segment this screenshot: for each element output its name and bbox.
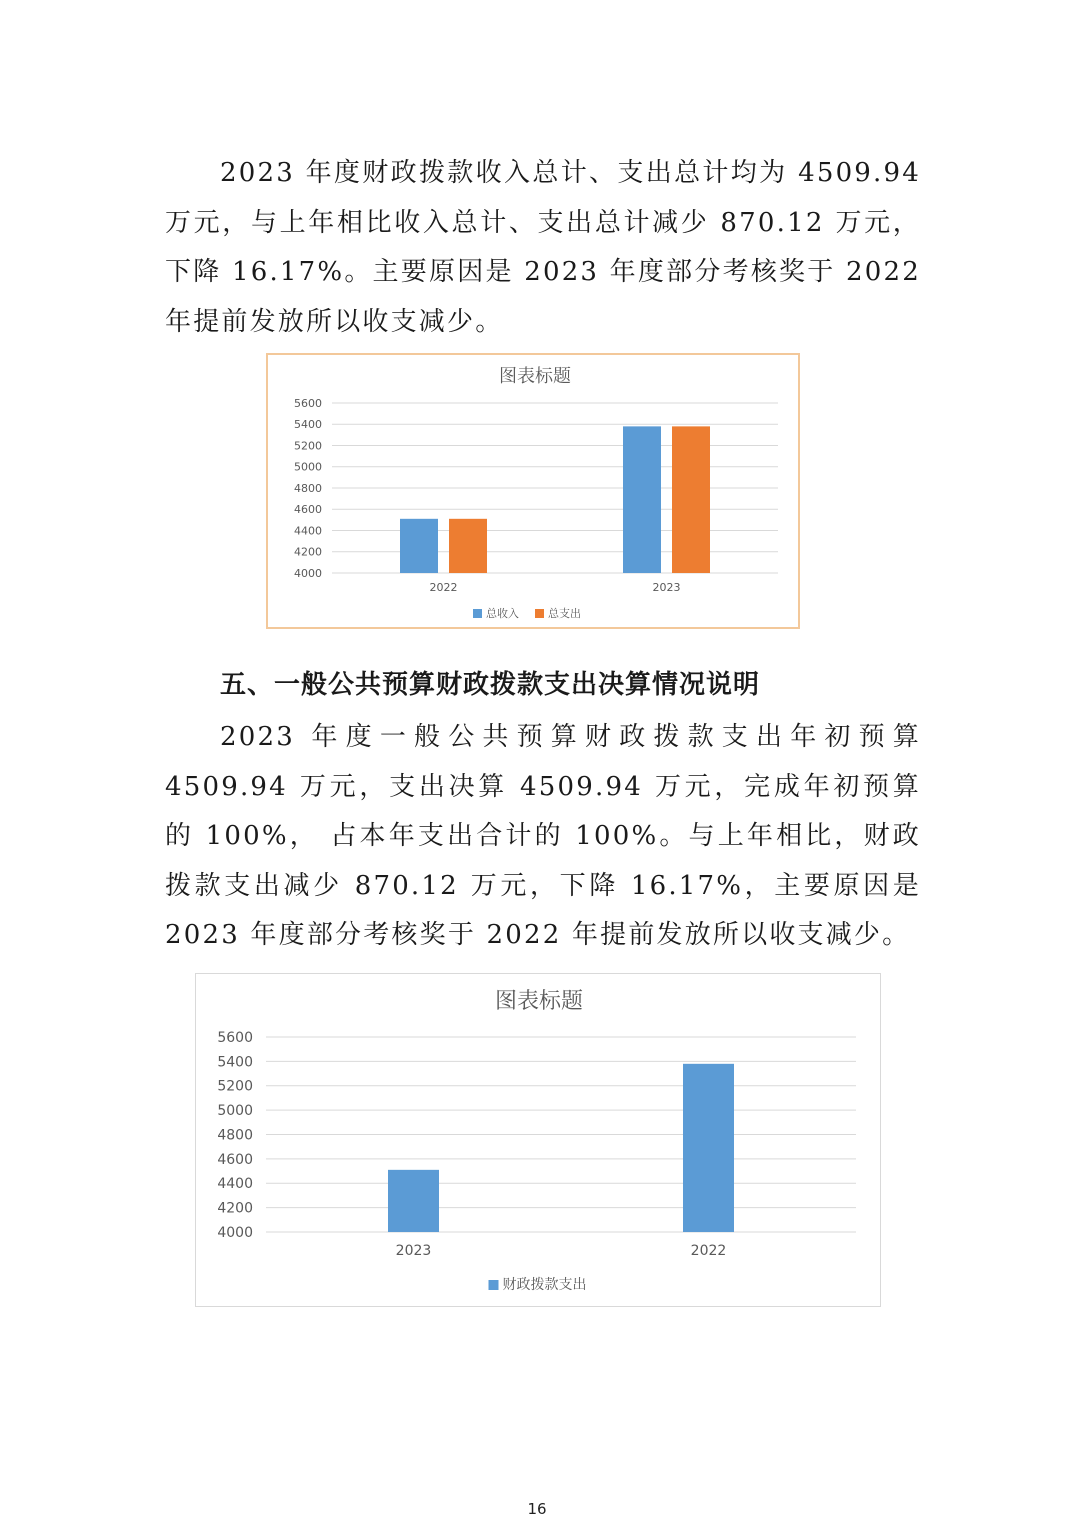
bar-总支出-2023 — [672, 426, 710, 573]
y-tick-label: 4400 — [217, 1176, 253, 1193]
paragraph-revenue-expenditure — [165, 149, 921, 347]
bar-财政拨款支出-2023 — [388, 1170, 439, 1232]
y-tick-label: 5600 — [217, 1029, 253, 1046]
y-tick-label: 5000 — [217, 1103, 253, 1120]
y-tick-label: 4800 — [217, 1127, 253, 1144]
y-tick-label: 5400 — [217, 1054, 253, 1071]
x-category-label: 2022 — [429, 581, 458, 594]
legend-swatch — [535, 609, 544, 618]
y-tick-label: 5200 — [294, 439, 322, 453]
section-heading: 五、一般公共预算财政拨款支出决算情况说明 — [220, 670, 761, 700]
x-category-label: 2022 — [690, 1243, 727, 1259]
y-tick-label: 4000 — [294, 566, 322, 580]
paragraph-text: 2023 年度财政拨款收入总计、支出总计均为 4509.94 万元，与上年相比收入总计、支出总计减少 870.12 万元，下降 16.17%。主要原因是 2023 年度部分考核奖于 2022 年提前发放所以收支减少。 — [165, 158, 921, 337]
legend-swatch — [473, 609, 482, 618]
y-tick-label: 4000 — [217, 1224, 253, 1241]
y-tick-label: 5600 — [294, 396, 322, 410]
chart-title: 图表标题 — [499, 366, 571, 387]
y-tick-label: 4800 — [294, 481, 322, 495]
legend-swatch — [489, 1280, 499, 1290]
x-category-label: 2023 — [652, 581, 681, 594]
bar-总支出-2022 — [449, 519, 487, 573]
y-tick-label: 4400 — [294, 524, 322, 538]
y-tick-label: 5000 — [294, 460, 322, 474]
y-tick-label: 5200 — [217, 1078, 253, 1095]
y-tick-label: 4200 — [217, 1200, 253, 1217]
y-tick-label: 4600 — [294, 503, 322, 517]
paragraph-general-budget — [165, 713, 921, 961]
chart-income-expense — [266, 353, 800, 629]
chart-title: 图表标题 — [494, 989, 584, 1014]
x-category-label: 2023 — [395, 1243, 432, 1259]
chart-canvas — [196, 974, 882, 1308]
legend-label: 总支出 — [548, 607, 581, 620]
legend-label: 总收入 — [486, 607, 519, 620]
chart-fiscal-expenditure — [195, 973, 881, 1307]
y-tick-label: 5400 — [294, 418, 322, 432]
legend-label: 财政拨款支出 — [502, 1277, 587, 1293]
y-tick-label: 4200 — [294, 545, 322, 559]
bar-总收入-2023 — [623, 426, 661, 573]
bar-总收入-2022 — [400, 519, 438, 573]
y-tick-label: 4600 — [217, 1151, 253, 1168]
bar-财政拨款支出-2022 — [683, 1064, 734, 1232]
paragraph-text: 2023 年度一般公共预算财政拨款支出年初预算 4509.94 万元，支出决算 4509.94 万元，完成年初预算的 100%， 占本年支出合计的 100%。与上年相比，财政拨款支出减少 870.12 万元，下降 16.17%，主要原因是 2023 年度部分考核奖于 2022 年提前发放所以收支减少。 — [165, 722, 921, 950]
page-number: 16 — [527, 1500, 547, 1518]
chart-canvas — [268, 355, 802, 631]
